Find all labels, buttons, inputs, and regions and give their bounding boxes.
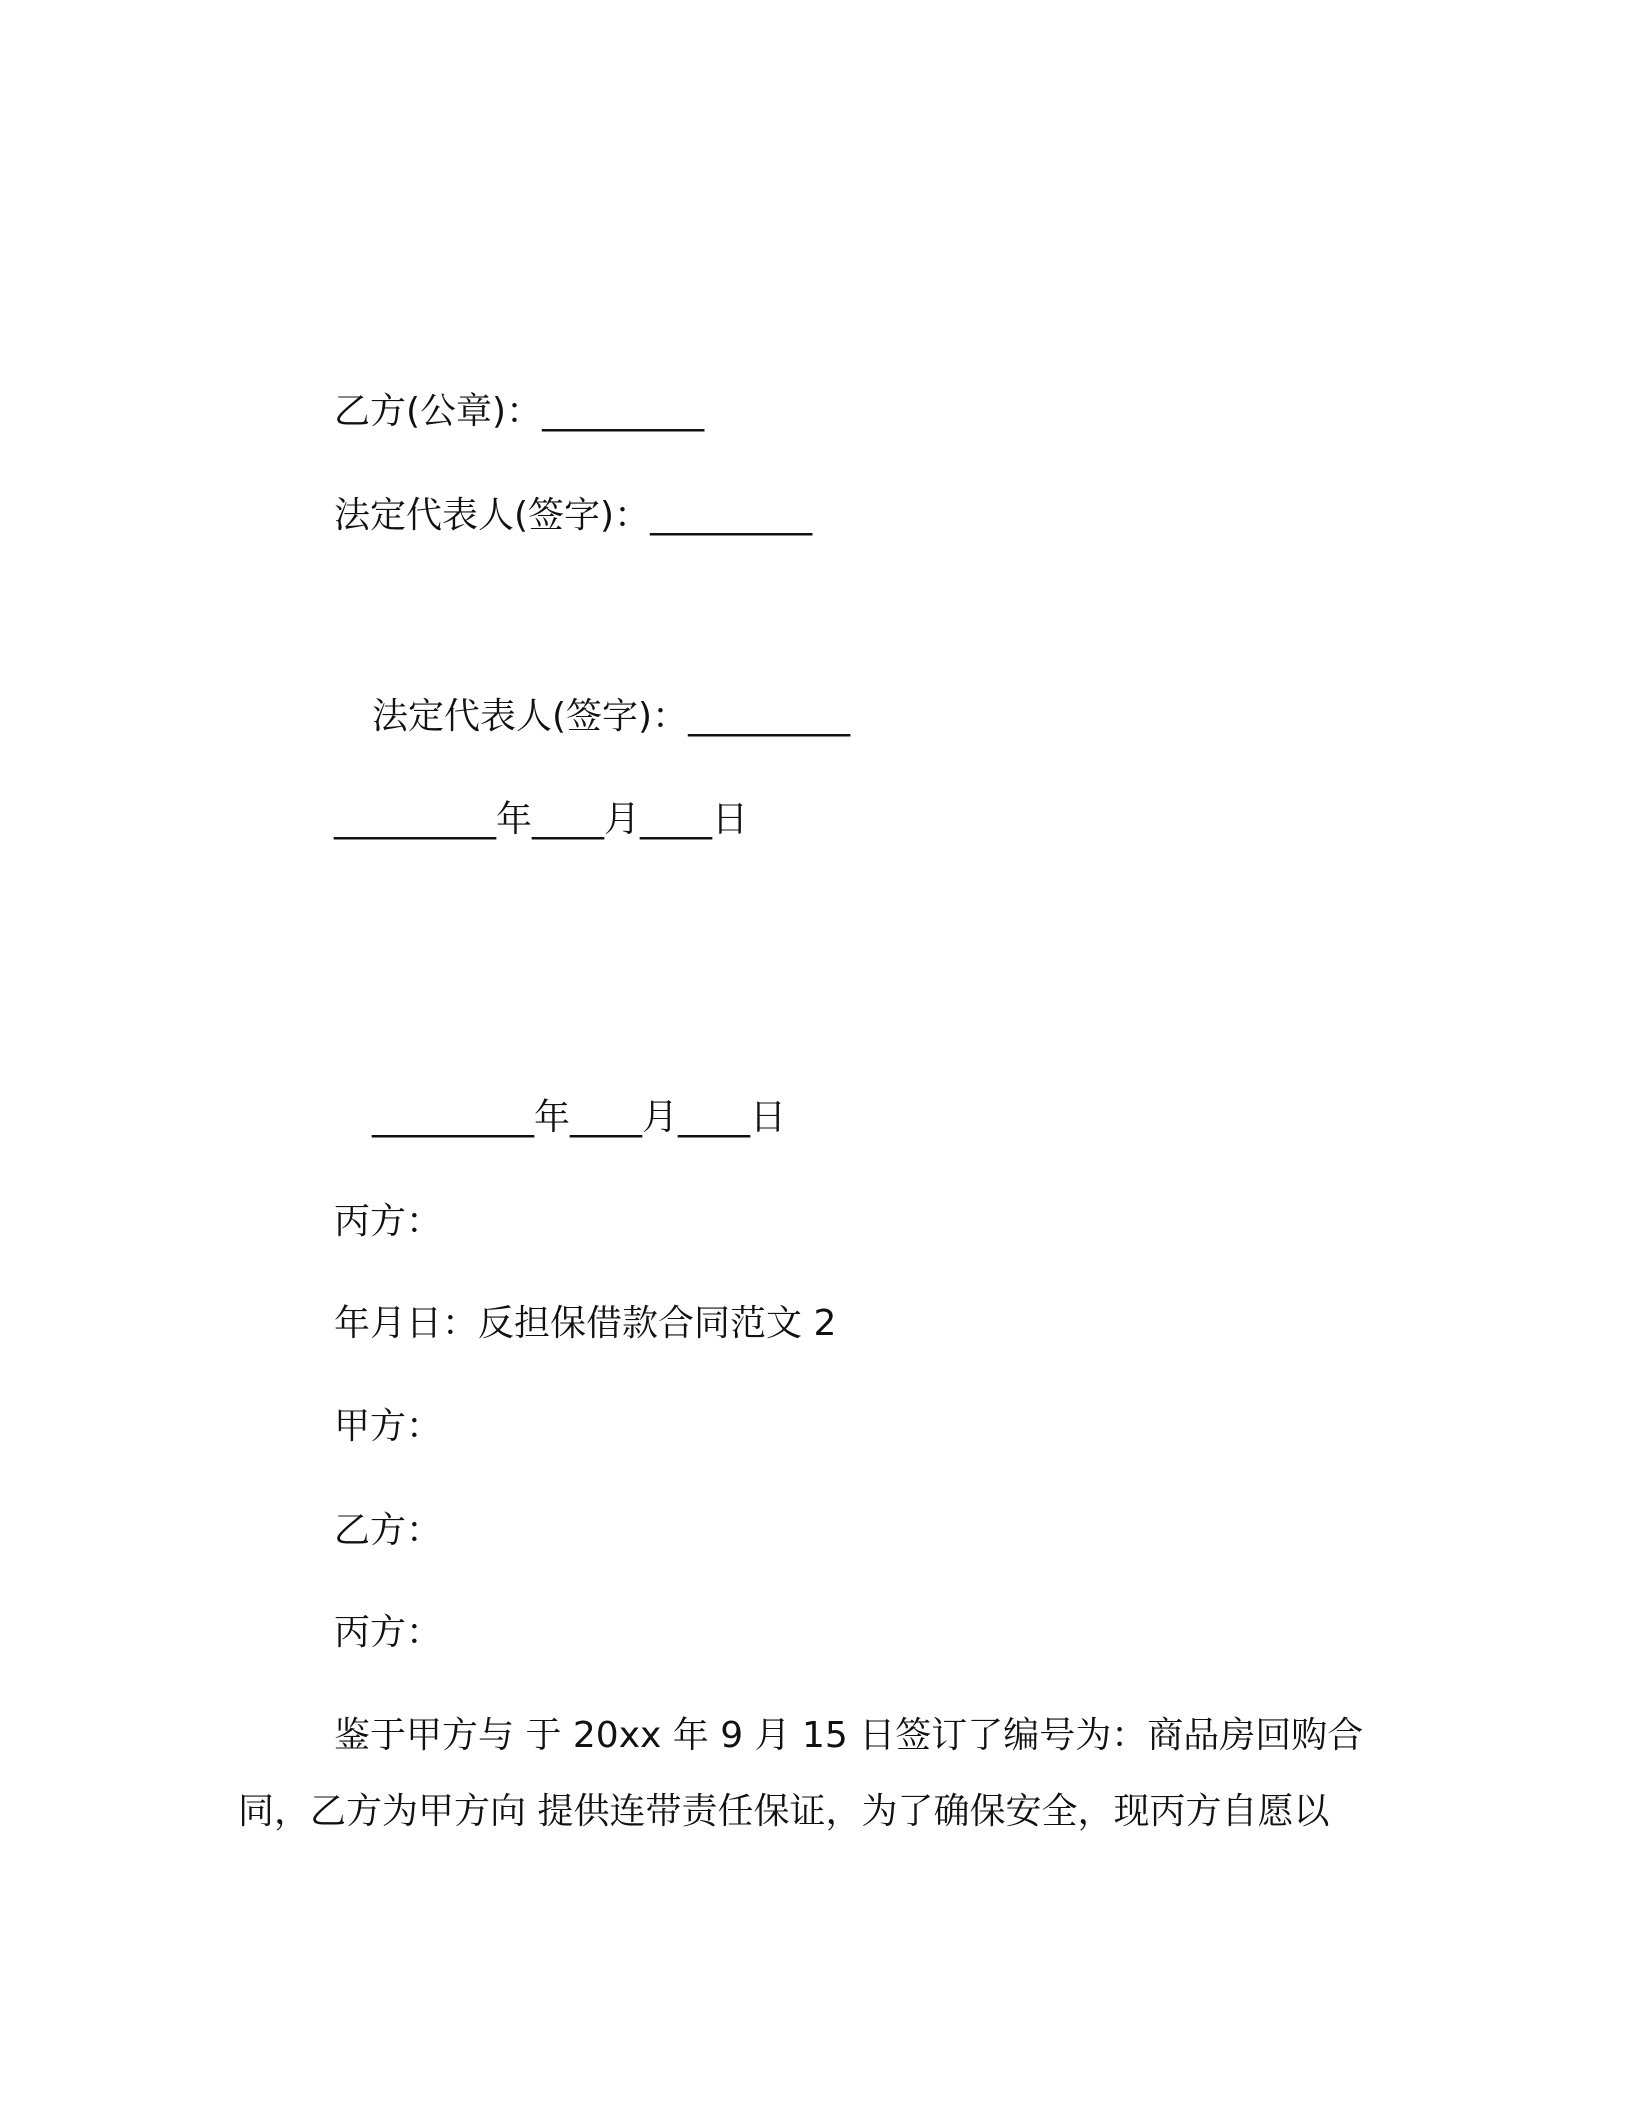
body-paragraph-line: 同，乙方为甲方向 提供连带责任保证，为了确保安全，现丙方自愿以 <box>238 1791 1330 1832</box>
document-title-line: 年月日：反担保借款合同范文 2 <box>334 1303 837 1344</box>
body-paragraph-line: 鉴于甲方与 于 20xx 年 9 月 15 日签订了编号为：商品房回购合 <box>334 1715 1364 1756</box>
date-blank-line: _________年____月____日 <box>372 1097 786 1138</box>
party-c-line: 丙方： <box>334 1612 443 1653</box>
party-a-line: 甲方： <box>334 1406 443 1447</box>
party-c-line: 丙方： <box>334 1201 443 1242</box>
legal-representative-signature-line: 法定代表人(签字)：_________ <box>372 696 851 737</box>
date-blank-line: _________年____月____日 <box>334 799 748 840</box>
party-b-seal-line: 乙方(公章)：_________ <box>334 391 705 432</box>
party-b-line: 乙方： <box>334 1510 443 1551</box>
legal-representative-signature-line: 法定代表人(签字)：_________ <box>334 495 813 536</box>
